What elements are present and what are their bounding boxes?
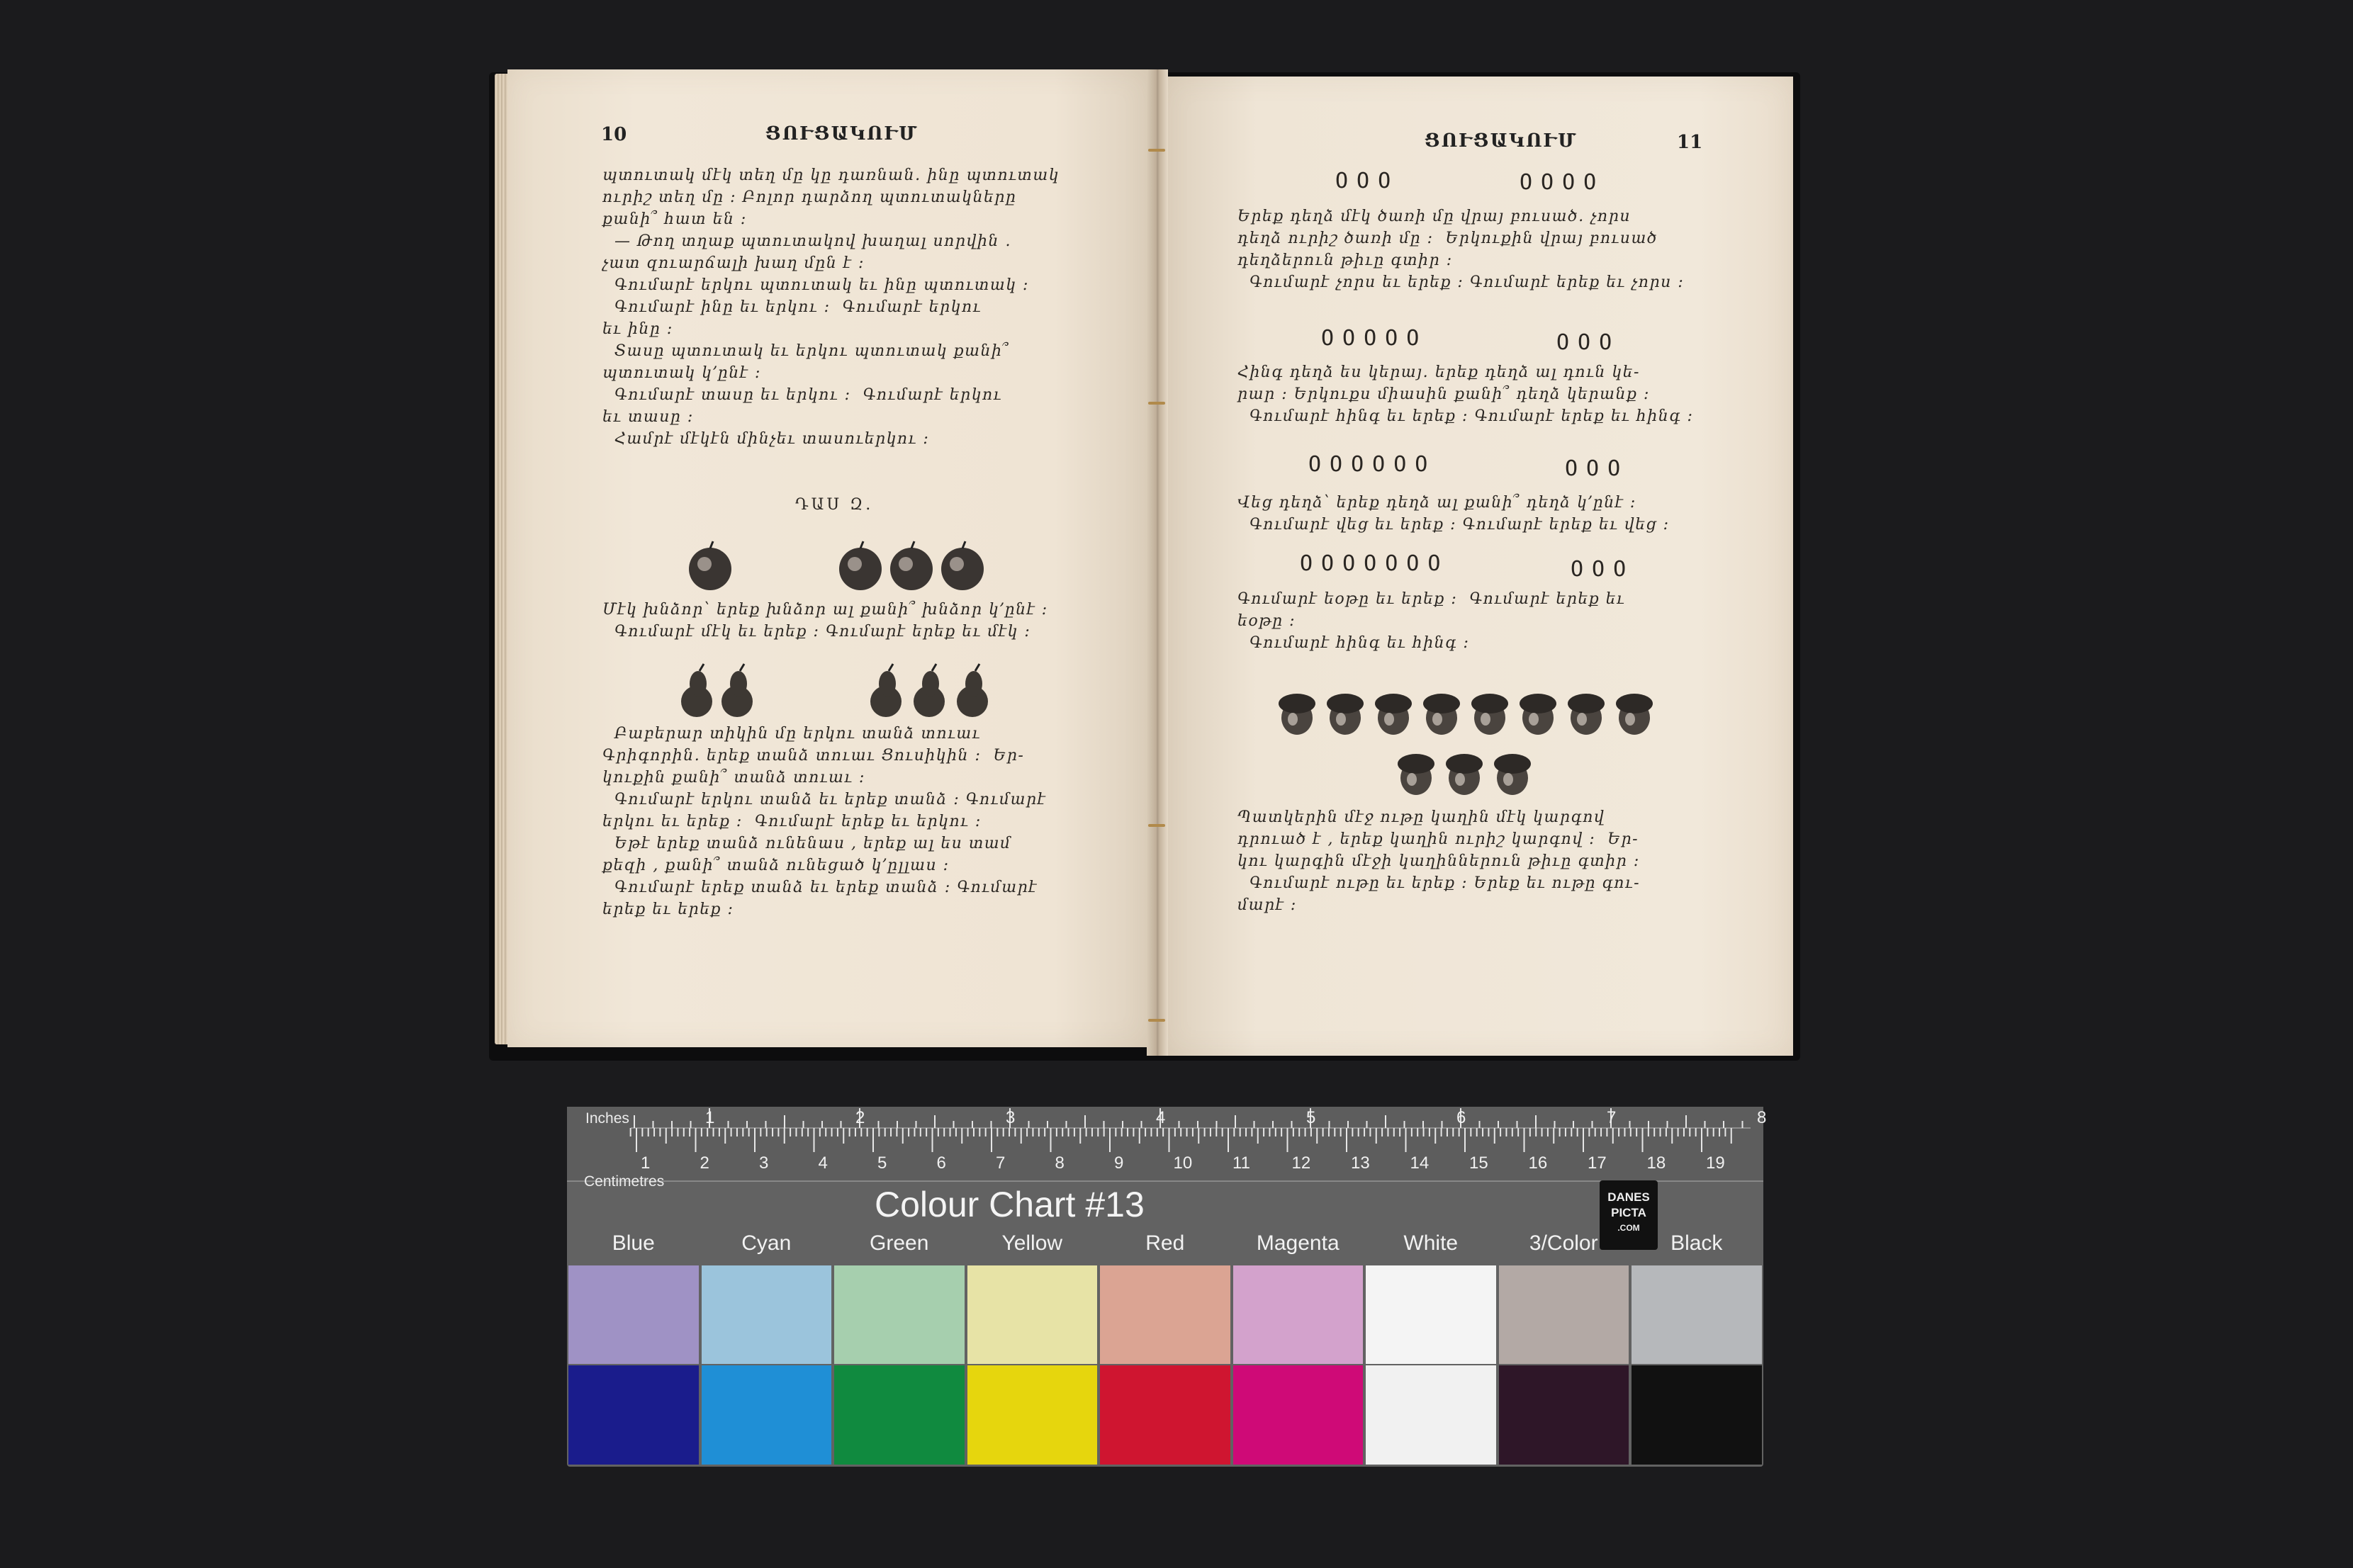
swatch-light bbox=[1233, 1265, 1364, 1364]
apple-icon bbox=[682, 537, 739, 594]
right-paragraph-5: Պատկերին մէջ ութը կաղին մէկ կարգով դրուած է , երեք կաղին ուրիշ կարգով ։ Եր- կու կարգին մէջի կաղիններուն թիւը գտիր ։ Գումարէ ութը եւ երեք ։ Երեք եւ ութը գու- մարէ ։ bbox=[1237, 808, 1641, 914]
cm-tick-label: 8 bbox=[1055, 1154, 1065, 1173]
inch-tick-label: 6 bbox=[1456, 1108, 1466, 1127]
cm-tick-label: 2 bbox=[700, 1154, 709, 1173]
pear-icon bbox=[677, 662, 717, 719]
cm-tick-label: 9 bbox=[1114, 1154, 1124, 1173]
swatch-label: Blue bbox=[612, 1231, 655, 1255]
counting-circles: OOO bbox=[1571, 557, 1635, 582]
swatch-dark bbox=[1100, 1365, 1230, 1465]
cm-tick-label: 4 bbox=[818, 1154, 828, 1173]
counting-circles: OOOOO bbox=[1321, 326, 1428, 351]
pear-icon bbox=[909, 662, 949, 719]
counting-circles: OOO bbox=[1335, 169, 1400, 193]
apple-icon bbox=[934, 537, 991, 594]
swatch-label: 3/Color bbox=[1529, 1231, 1598, 1255]
counting-circles: OOO bbox=[1565, 456, 1629, 481]
book-gutter bbox=[1147, 69, 1168, 1056]
swatch-light bbox=[1499, 1265, 1629, 1364]
apple-icon bbox=[883, 537, 940, 594]
swatch-light bbox=[1366, 1265, 1496, 1364]
counting-circles: OOOOOOO bbox=[1300, 551, 1449, 576]
inch-tick-label: 1 bbox=[705, 1108, 715, 1127]
swatch-label: Black bbox=[1670, 1231, 1723, 1255]
centimetres-label: Centimetres bbox=[584, 1173, 665, 1190]
swatch-dark bbox=[702, 1365, 832, 1465]
counting-circles: OOO bbox=[1556, 330, 1621, 355]
inch-tick-label: 3 bbox=[1006, 1108, 1016, 1127]
swatch-dark bbox=[1233, 1365, 1364, 1465]
cm-tick-label: 14 bbox=[1410, 1154, 1430, 1173]
apple-icon bbox=[832, 537, 889, 594]
swatch-light bbox=[1632, 1265, 1762, 1364]
cm-tick-label: 3 bbox=[759, 1154, 769, 1173]
swatch-label: White bbox=[1403, 1231, 1459, 1255]
swatch-dark bbox=[967, 1365, 1098, 1465]
cm-tick-label: 18 bbox=[1646, 1154, 1666, 1173]
swatch-dark bbox=[1632, 1365, 1762, 1465]
counting-circles: OOOOOO bbox=[1308, 452, 1437, 477]
swatch-light bbox=[702, 1265, 832, 1364]
cm-tick-label: 16 bbox=[1528, 1154, 1548, 1173]
pear-icon bbox=[866, 662, 906, 719]
left-page-number: 10 bbox=[601, 124, 627, 145]
logo-text: PICTA bbox=[1611, 1206, 1646, 1219]
cm-tick-label: 1 bbox=[641, 1154, 651, 1173]
cm-tick-label: 6 bbox=[936, 1154, 946, 1173]
swatch-dark bbox=[834, 1365, 965, 1465]
logo-text: .COM bbox=[1617, 1223, 1640, 1233]
swatch-light bbox=[834, 1265, 965, 1364]
cm-tick-label: 11 bbox=[1232, 1154, 1250, 1173]
right-page-number: 11 bbox=[1677, 132, 1703, 153]
right-paragraph-1: Երեք դեղձ մէկ ծառի մը վրայ բուսած․ չորս դեղձ ուրիշ ծառի մը ։ Երկուքին վրայ բուսած դեղձերուն թիւը գտիր ։ Գումարէ չորս եւ երեք ։ Գումարէ երեք եւ չորս ։ bbox=[1237, 208, 1685, 291]
cm-tick-label: 12 bbox=[1291, 1154, 1311, 1173]
counting-circles: OOOO bbox=[1520, 170, 1605, 195]
inches-label: Inches bbox=[585, 1110, 629, 1127]
left-running-head: ՑՈՒՑԱԿՈՒՄ bbox=[765, 123, 919, 145]
left-paragraph-1: պտուտակ մէկ տեղ մը կը դառնան․ ինը պտուտակ ուրիշ տեղ մը ։ Բոլոր դարձող պտուտակները քանի՞ հատ են ։ — Թող տղաք պտուտակով խաղալ սորվին ․ չատ զուարճալի խաղ մըն է ։ Գումարէ երկու պտուտակ եւ ինը պտուտակ ։ Գումարէ ինը եւ երկու ։ Գումարէ երկու եւ ինը ։ Տասը պտուտակ եւ երկու պտուտակ քանի՞ պտուտակ կ՚ընէ ։ Գումարէ տասը եւ երկու ։ Գումարէ երկու եւ տասը ։ Համրէ մէկէն մինչեւ տասուերկու ։ bbox=[602, 167, 1060, 448]
binding-stitch bbox=[1142, 820, 1171, 830]
hazelnut-illustration bbox=[1269, 680, 1666, 801]
right-paragraph-3: Վեց դեղձ՝ երեք դեղձ ալ քանի՞ դեղձ կ՚ընէ ։ Գումարէ վեց եւ երեք ։ Գումարէ երեք եւ վեց ։ bbox=[1237, 494, 1670, 534]
cm-tick-label: 7 bbox=[996, 1154, 1006, 1173]
right-paragraph-2: Հինգ դեղձ ես կերայ․ երեք դեղձ ալ դուն կե- րար ։ Երկուքս միասին քանի՞ դեղձ կերանք ։ Գումարէ հինգ եւ երեք ։ Գումարէ երեք եւ հինգ ։ bbox=[1237, 363, 1694, 425]
right-running-head: ՑՈՒՑԱԿՈՒՄ bbox=[1425, 130, 1578, 152]
swatch-dark bbox=[568, 1365, 699, 1465]
binding-stitch bbox=[1142, 398, 1171, 408]
inch-tick-label: 5 bbox=[1306, 1108, 1316, 1127]
swatch-dark bbox=[1499, 1365, 1629, 1465]
inch-tick-label: 7 bbox=[1607, 1108, 1617, 1127]
swatch-light bbox=[568, 1265, 699, 1364]
cm-tick-label: 10 bbox=[1173, 1154, 1193, 1173]
right-paragraph-4: Գումարէ եօթը եւ երեք ։ Գումարէ երեք եւ եօթը ։ Գումարէ հինգ եւ հինգ ։ bbox=[1237, 590, 1626, 652]
binding-stitch bbox=[1142, 145, 1171, 155]
inch-tick-label: 4 bbox=[1156, 1108, 1166, 1127]
left-paragraph-2: Մէկ խնձոր՝ երեք խնձոր ալ քանի՞ խնձոր կ՚ընէ ։ Գումարէ մէկ եւ երեք ։ Գումարէ երեք եւ մէկ ։ bbox=[602, 601, 1048, 641]
swatch-light bbox=[967, 1265, 1098, 1364]
cm-tick-label: 17 bbox=[1588, 1154, 1607, 1173]
cm-tick-label: 5 bbox=[877, 1154, 887, 1173]
lesson-heading: ԴԱՍ Զ. bbox=[795, 496, 874, 514]
swatch-label: Cyan bbox=[741, 1231, 792, 1255]
pear-icon bbox=[953, 662, 992, 719]
left-paragraph-3: Բաբերար տիկին մը երկու տանձ տուաւ Գրիգորին․ երեք տանձ տուաւ Ցուսիկին ։ Եր- կուքին քանի՞ տանձ տուաւ ։ Գումարէ երկու տանձ եւ երեք տանձ ։ Գումարէ երկու եւ երեք ։ Գումարէ երեք եւ երկու ։ Եթէ երեք տանձ ունենաս , երեք ալ ես տամ քեզի , քանի՞ տանձ ունեցած կ՚ըլլաս ։ Գումարէ երեք տանձ եւ երեք տանձ ։ Գումարէ երեք եւ երեք ։ bbox=[602, 725, 1047, 918]
cm-tick-label: 13 bbox=[1351, 1154, 1370, 1173]
swatch-light bbox=[1100, 1265, 1230, 1364]
swatch-label: Green bbox=[870, 1231, 929, 1255]
chart-title: Colour Chart #13 bbox=[875, 1185, 1145, 1224]
swatch-label: Yellow bbox=[1001, 1231, 1063, 1255]
cm-tick-label: 19 bbox=[1706, 1154, 1725, 1173]
inch-tick-label: 2 bbox=[855, 1108, 865, 1127]
swatch-label: Red bbox=[1145, 1231, 1185, 1255]
cm-tick-label: 15 bbox=[1469, 1154, 1488, 1173]
swatch-label: Magenta bbox=[1256, 1231, 1340, 1255]
inch-tick-label: 8 bbox=[1757, 1108, 1767, 1127]
logo-text: DANES bbox=[1607, 1190, 1650, 1204]
pear-icon bbox=[717, 662, 757, 719]
binding-stitch bbox=[1142, 1015, 1171, 1025]
swatch-dark bbox=[1366, 1365, 1496, 1465]
